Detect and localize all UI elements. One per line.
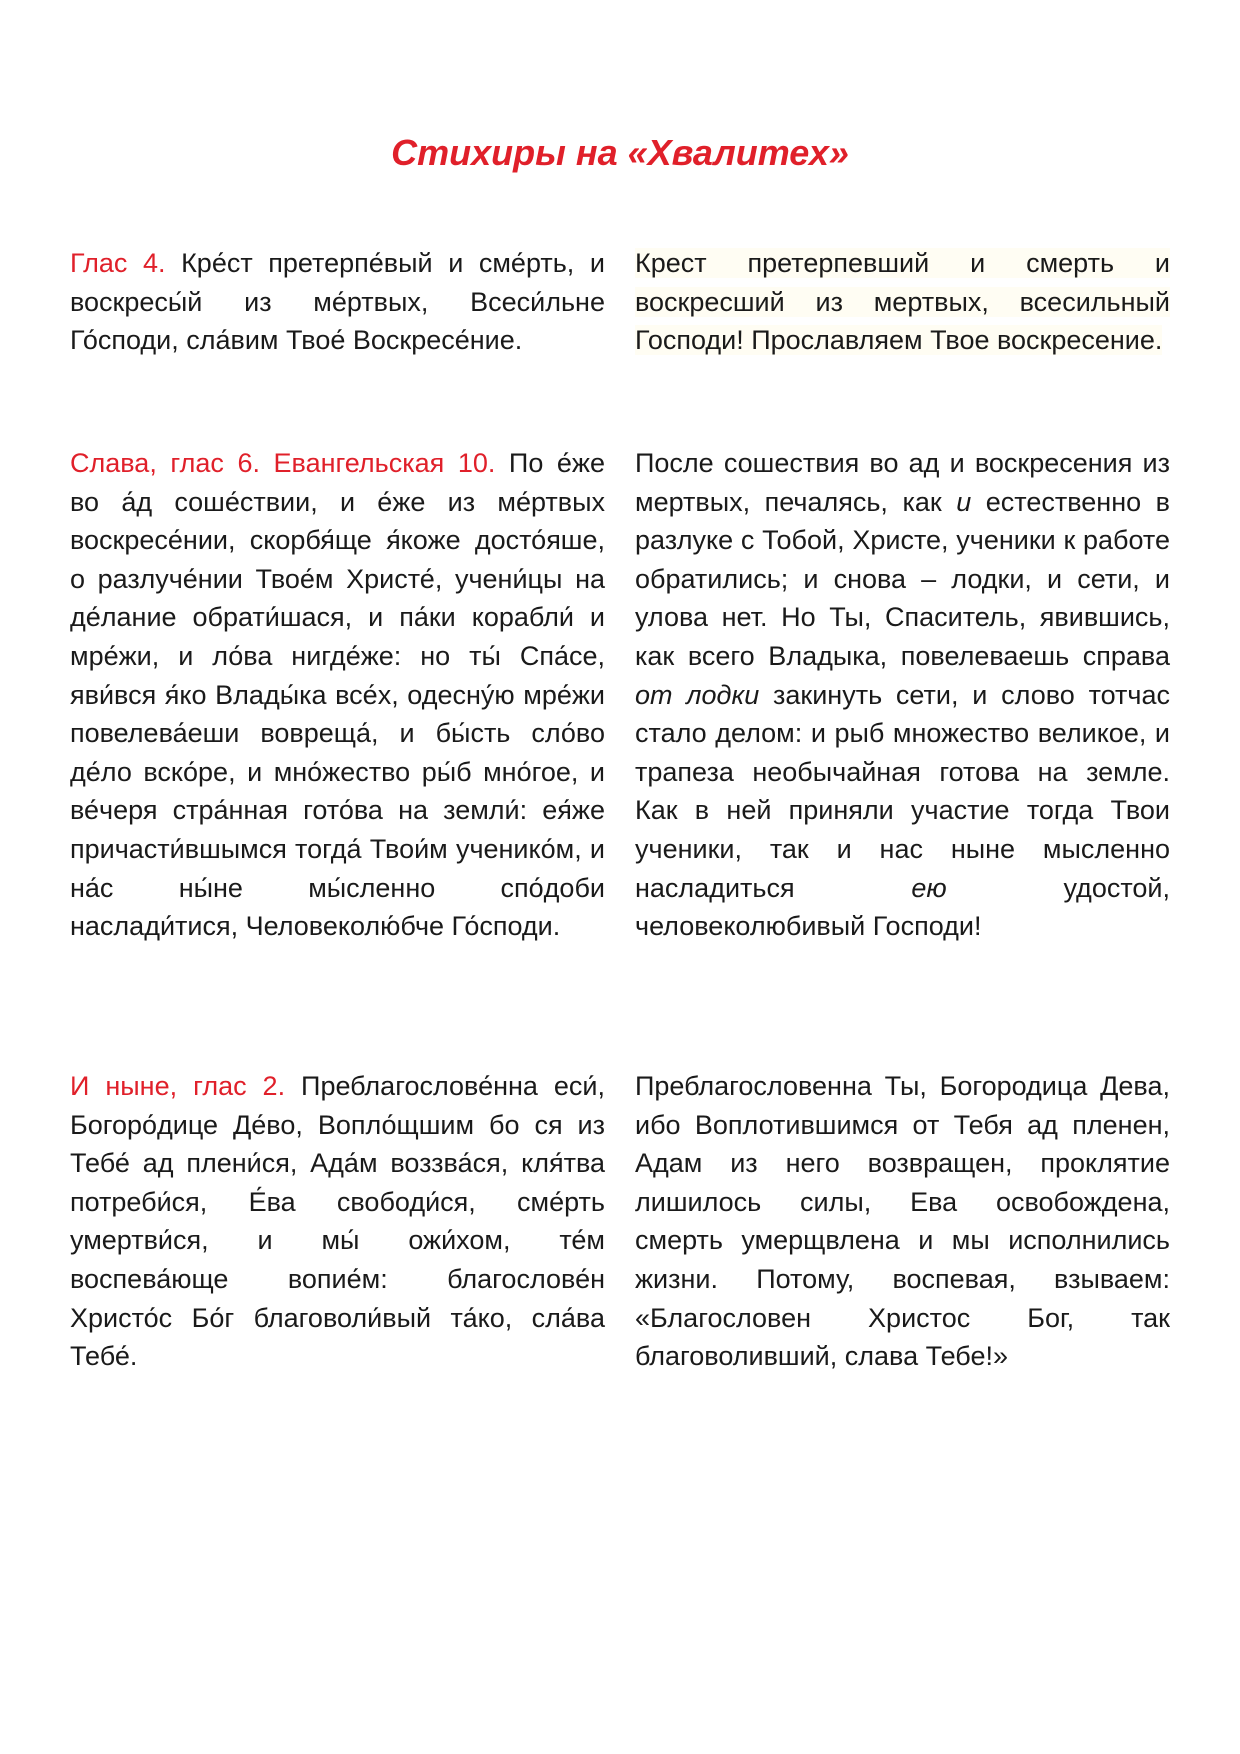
russian-body-2-part-3: закинуть сети, и слово тотчас стало делом: и рыб множество великое, и трапеза необычайная готова на земле. Как в ней приняли участие тогда Твои ученики, так и нас ныне мысленно насладиться (635, 679, 1170, 903)
hymn-section-3 (70, 1067, 1170, 1376)
hymn-section-1 (70, 244, 1170, 360)
slavonic-text-3 (70, 1067, 605, 1376)
rubric-3: И ныне, глас 2. (70, 1071, 286, 1101)
page-title: Стихиры на «Хвалитех» (391, 132, 849, 173)
russian-text-3 (635, 1067, 1170, 1376)
hymn-section-2 (70, 444, 1170, 946)
russian-body-2-italic-3: ею (911, 872, 947, 903)
slavonic-body-3: Преблагослове́нна еси́, Богоро́дице Де́во, Вопло́щшим бо ся из Тебе́ ад плени́ся, Ада́м воззва́ся, кля́тва потреби́ся, Е́ва свободи́ся, сме́рть умертви́ся, и мы́ ожи́хом, те́м воспева́юще вопие́м: благослове́н Христо́с Бо́г благоволи́вый та́ко, сла́ва Тебе́. (70, 1071, 605, 1372)
slavonic-body-1: Кре́ст претерпе́вый и сме́рть, и воскресы́й из ме́ртвых, Всеси́льне Го́споди, сла́вим Твое́ Воскресе́ние. (70, 248, 605, 356)
russian-body-2-italic-2: от лодки (635, 679, 760, 710)
slavonic-body-2: По е́же во а́д соше́ствии, и е́же из ме́ртвых воскресе́нии, скорбя́ще я́коже досто́яше, о разлуче́нии Твое́м Христе́, учени́цы на де́лание обрати́шася, и па́ки корабли́ и мре́жи, и ло́ва нигде́же: но ты́ Спа́се, яви́вся я́ко Влады́ка все́х, одесну́ю мре́жи повелева́еши вовреща́, и бы́сть сло́во де́ло вско́ре, и мно́жество ры́б мно́гое, и ве́черя стра́нная гото́ва на земли́: ея́же причасти́вшымся тогда́ Твои́м ученико́м, и на́с ны́не мы́сленно спо́доби наслади́тися, Человеколю́бче Го́споди. (70, 448, 605, 942)
russian-text-2 (635, 444, 1170, 946)
russian-body-2-italic-1: и (956, 486, 972, 517)
rubric-1: Глас 4. (70, 248, 166, 278)
slavonic-text-1 (70, 244, 605, 360)
russian-body-3: Преблагословенна Ты, Богородица Дева, ибо Воплотившимся от Тебя ад пленен, Адам из него возвращен, проклятие лишилось силы, Ева освобождена, смерть умерщвлена и мы исполнились жизни. Потому, воспевая, взываем: «Благословен Христос Бог, так благоволивший, слава Тебе!» (635, 1071, 1170, 1372)
russian-body-2-part-2: естественно в разлуке с Тобой, Христе, ученики к работе обратились; и снова – лодки, и сети, и улова нет. Но Ты, Спаситель, явившись, как всего Владыка, повелеваешь справа (635, 486, 1171, 671)
russian-text-1 (635, 244, 1170, 360)
russian-body-1: Крест претерпевший и смерть и воскресший из мертвых, всесильный Господи! Прославляем Твое воскресение. (635, 248, 1170, 356)
rubric-2: Слава, глас 6. Евангельская 10. (70, 448, 496, 478)
slavonic-text-2 (70, 444, 605, 946)
russian-body-2-part-1: После сошествия во ад и воскресения из мертвых, печалясь, как (635, 448, 1170, 517)
russian-body-2-part-4: удостой, человеколюбивый Господи! (635, 872, 1170, 942)
